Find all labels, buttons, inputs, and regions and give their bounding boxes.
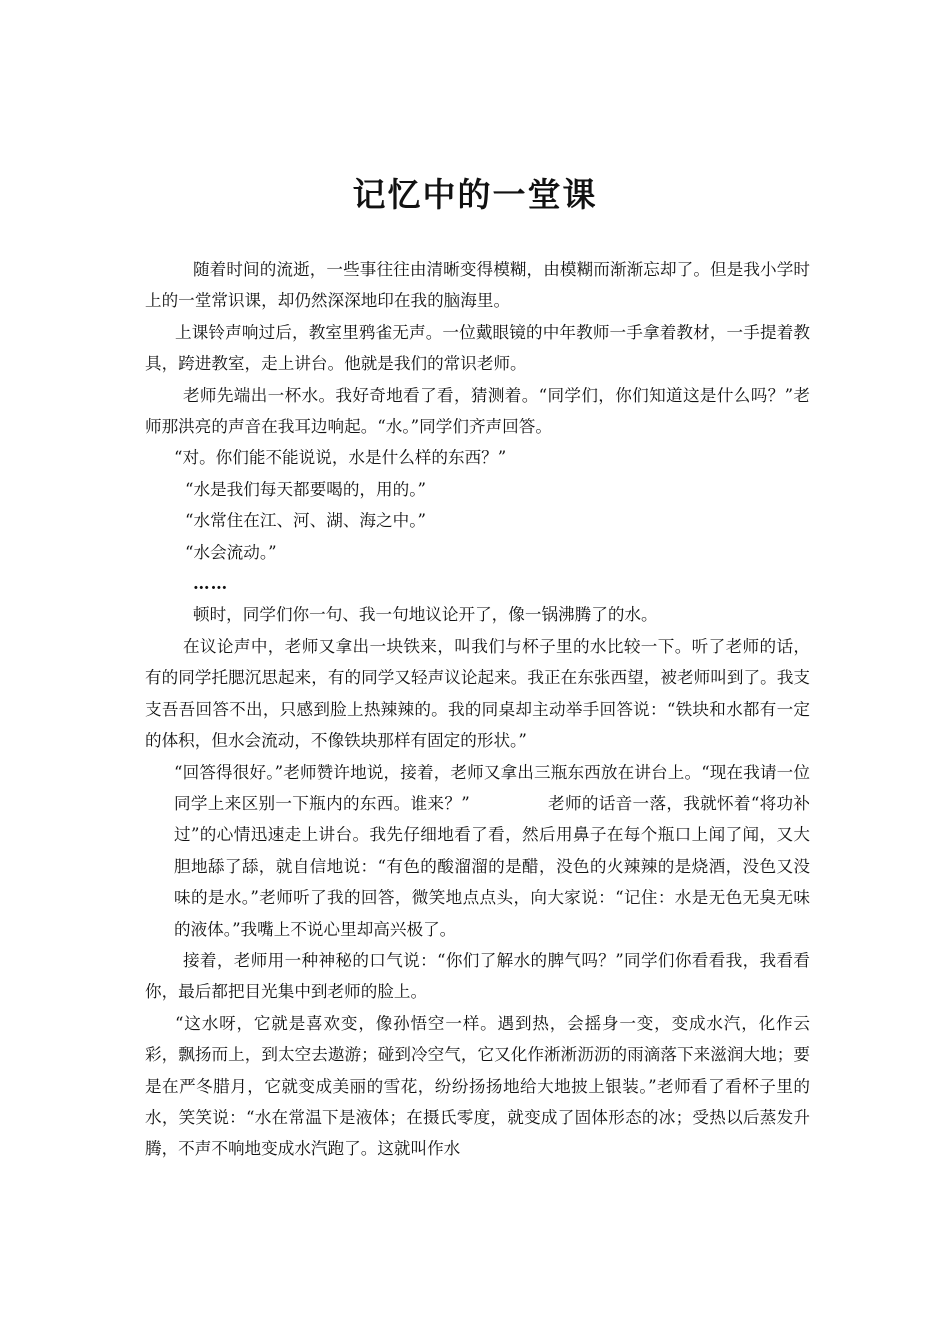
paragraph-7: 接着，老师用一种神秘的口气说：“你们了解水的脾气吗？”同学们你看看我，我看看你，最后都把目光集中到老师的脸上。 bbox=[145, 950, 810, 1002]
paragraph-6-part-1: “回答得很好。”老师赞许地说，接着，老师又拿出三瓶东西放在讲台上。“现在我请一位同学上来区别一下瓶内的东西。谁来？” bbox=[174, 762, 810, 813]
paragraph-2: 上课铃声响过后，教室里鸦雀无声。一位戴眼镜的中年教师一手拿着教材，一手提着教具，跨进教室，走上讲台。他就是我们的常识老师。 bbox=[145, 322, 810, 374]
paragraph-6-part-2: 老师的话音一落，我就怀着“将功补过”的心情迅速走上讲台。我先仔细地看了看，然后用鼻子在每个瓶口上闻了闻，又大胆地舔了舔，就自信地说：“有色的酸溜溜的是醋，没色的火辣辣的是烧酒，没色又没味的是水。”老师听了我的回答，微笑地点点头，向大家说：“记住：水是无色无臭无味的液体。”我嘴上不说心里却高兴极了。 bbox=[174, 793, 811, 939]
paragraph-6 bbox=[145, 757, 810, 945]
paragraph-3: 老师先端出一杯水。我好奇地看了看，猜测着。“同学们，你们知道这是什么吗？”老师那洪亮的声音在我耳边响起。“水。”同学们齐声回答。 bbox=[145, 385, 810, 437]
dialogue-line-3: “水常住在江、河、湖、海之中。” bbox=[185, 511, 426, 531]
dialogue-line-2: “水是我们每天都要喝的，用的。” bbox=[185, 479, 426, 499]
paragraph-5: 在议论声中，老师又拿出一块铁来，叫我们与杯子里的水比较一下。听了老师的话，有的同学托腮沉思起来，有的同学又轻声议论起来。我正在东张西望，被老师叫到了。我支支吾吾回答不出，只感到脸上热辣辣的。我的同桌却主动举手回答说：“铁块和水都有一定的体积，但水会流动，不像铁块那样有固定的形状。” bbox=[145, 636, 810, 751]
paragraph-1: 随着时间的流逝，一些事往往由清晰变得模糊，由模糊而渐渐忘却了。但是我小学时上的一堂常识课，却仍然深深地印在我的脑海里。 bbox=[145, 260, 810, 311]
dialogue-line-4: “水会流动。” bbox=[185, 542, 277, 562]
ellipsis-line: …… bbox=[193, 573, 229, 594]
paragraph-4: 顿时，同学们你一句、我一句地议论开了，像一锅沸腾了的水。 bbox=[193, 605, 658, 625]
dialogue-line-1: “对。你们能不能说说，水是什么样的东西？” bbox=[174, 448, 507, 468]
article-body bbox=[145, 254, 810, 1165]
page-title: 记忆中的一堂课 bbox=[352, 175, 598, 214]
paragraph-8: “这水呀，它就是喜欢变，像孙悟空一样。遇到热，会摇身一变，变成水汽，化作云彩，飘扬而上，到太空去遨游；碰到冷空气，它又化作淅淅沥沥的雨滴落下来滋润大地；要是在严冬腊月，它就变成美丽的雪花，纷纷扬扬地给大地披上银装。”老师看了看杯子里的水，笑笑说：“水在常温下是液体；在摄氏零度，就变成了固体形态的冰；受热以后蒸发升腾，不声不响地变成水汽跑了。这就叫作水 bbox=[145, 1013, 810, 1159]
